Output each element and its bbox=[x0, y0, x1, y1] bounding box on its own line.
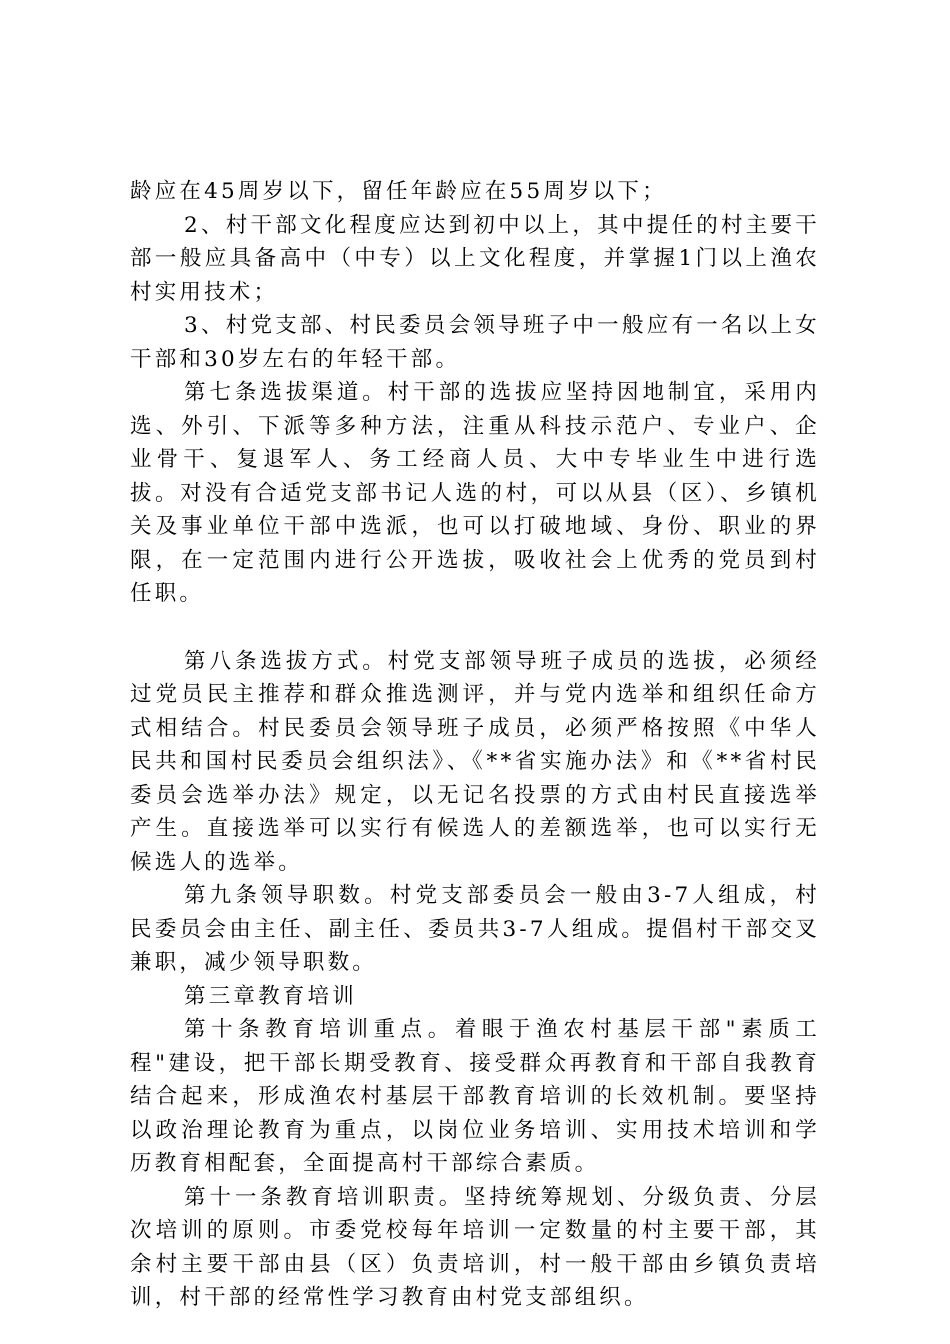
paragraph-age-limit: 龄应在45周岁以下，留任年龄应在55周岁以下； bbox=[130, 179, 667, 204]
paragraph-article-8: 第八条选拔方式。村党支部领导班子成员的选拔，必须经过党员民主推荐和群众推选测评，并与党内选举和组织任命方式相结合。村民委员会领导班子成员，必须严格按照《中华人民共和国村民委员会组织法》、《**省实施办法》和《**省村民委员会选举办法》规定，以无记名投票的方式由村民直接选举产生。直接选举可以实行有候选人的差额选举，也可以实行无候选人的选举。 bbox=[130, 648, 820, 875]
paragraph-article-10: 第十条教育培训重点。着眼于渔农村基层干部"素质工程"建设，把干部长期受教育、接受群众再教育和干部自我教育结合起来，形成渔农村基层干部教育培训的长效机制。要坚持以政治理论教育为重点，以岗位业务培训、实用技术培训和学历教育相配套，全面提高村干部综合素质。 bbox=[130, 1017, 820, 1176]
paragraph-gap bbox=[130, 611, 820, 645]
paragraph-article-9: 第九条领导职数。村党支部委员会一般由3-7人组成，村民委员会由主任、副主任、委员共3-7人组成。提倡村干部交叉兼职，减少领导职数。 bbox=[130, 883, 820, 975]
paragraph-article-11: 第十一条教育培训职责。坚持统筹规划、分级负责、分层次培训的原则。市委党校每年培训一定数量的村主要干部，其余村主要干部由县（区）负责培训，村一般干部由乡镇负责培训，村干部的经常性学习教育由村党支部组织。 bbox=[130, 1184, 820, 1310]
document-body bbox=[130, 175, 820, 1315]
paragraph-education-level: 2、村干部文化程度应达到初中以上，其中提任的村主要干部一般应具备高中（中专）以上文化程度，并掌握1门以上渔农村实用技术； bbox=[130, 212, 820, 305]
paragraph-female-young-cadres: 3、村党支部、村民委员会领导班子中一般应有一名以上女干部和30岁左右的年轻干部。 bbox=[130, 313, 820, 372]
chapter-heading-3: 第三章教育培训 bbox=[184, 983, 357, 1009]
paragraph-article-7: 第七条选拔渠道。村干部的选拔应坚持因地制宜，采用内选、外引、下派等多种方法，注重从科技示范户、专业户、企业骨干、复退军人、务工经商人员、大中专毕业生中进行选拔。对没有合适党支部书记人选的村，可以从县（区）、乡镇机关及事业单位干部中选派，也可以打破地域、身份、职业的界限，在一定范围内进行公开选拔，吸收社会上优秀的党员到村任职。 bbox=[130, 380, 820, 606]
